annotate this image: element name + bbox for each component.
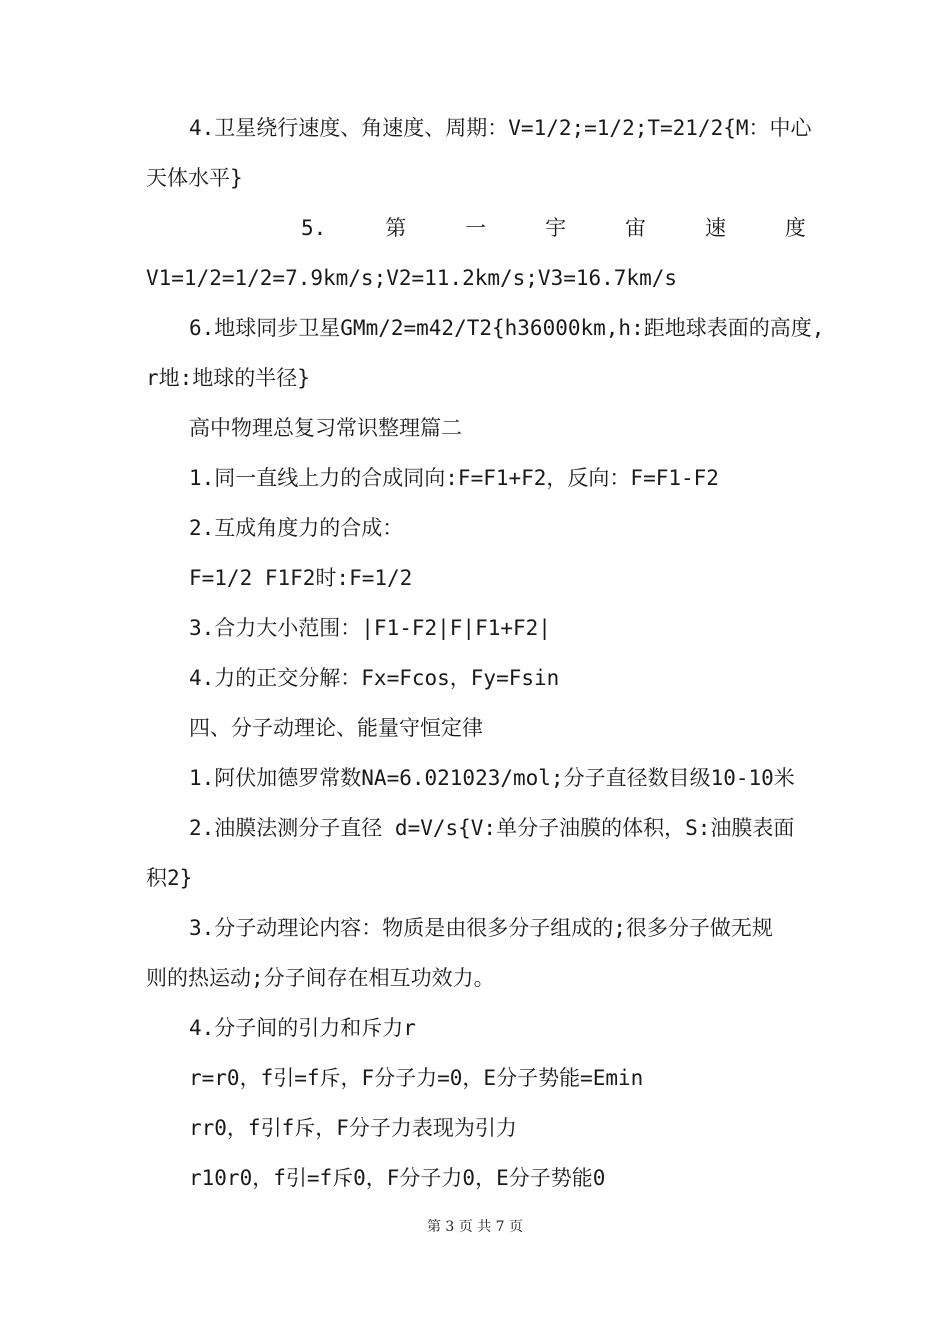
spread-char: 度 bbox=[784, 216, 806, 240]
text-line: 4.卫星绕行速度、角速度、周期：V=1/2;=1/2;T=21/2{M：中心 bbox=[189, 116, 812, 140]
text-line: 2.油膜法测分子直径 d=V/s{V:单分子油膜的体积，S:油膜表面 bbox=[189, 816, 795, 840]
text-line: rr0，f引f斥，F分子力表现为引力 bbox=[189, 1116, 517, 1140]
text-line: 积2} bbox=[146, 866, 193, 890]
text-line: V1=1/2=1/2=7.9km/s;V2=11.2km/s;V3=16.7km/s bbox=[146, 266, 678, 290]
page-content bbox=[146, 103, 825, 1203]
text-line: F=1/2 F1F2时:F=1/2 bbox=[189, 566, 413, 590]
spread-char: 第 bbox=[385, 216, 407, 240]
text-line: 3.分子动理论内容：物质是由很多分子组成的;很多分子做无规 bbox=[189, 916, 773, 940]
spread-char: 速 bbox=[704, 216, 726, 240]
text-line: 1.同一直线上力的合成同向:F=F1+F2，反向：F=F1-F2 bbox=[189, 466, 719, 490]
text-line: 则的热运动;分子间存在相互功效力。 bbox=[146, 966, 495, 990]
section-heading: 高中物理总复习常识整理篇二 bbox=[189, 416, 462, 440]
section-heading: 四、分子动理论、能量守恒定律 bbox=[189, 716, 483, 740]
text-line: r=r0，f引=f斥，F分子力=0，E分子势能=Emin bbox=[189, 1066, 644, 1090]
spread-char: 5. bbox=[301, 216, 327, 240]
text-line: 天体水平} bbox=[146, 166, 243, 190]
text-line: r10r0，f引=f斥0，F分子力0，E分子势能0 bbox=[189, 1166, 606, 1190]
text-line: r地:地球的半径} bbox=[146, 366, 310, 390]
text-line: 4.力的正交分解：Fx=Fcos，Fy=Fsin bbox=[189, 666, 560, 690]
text-line: 6.地球同步卫星GMm/2=m42/T2{h36000km,h:距地球表面的高度, bbox=[189, 316, 825, 340]
spread-char: 一 bbox=[465, 216, 487, 240]
text-line: 1.阿伏加德罗常数NA=6.021023/mol;分子直径数目级10-10米 bbox=[189, 766, 795, 790]
text-line: 3.合力大小范围：|F1-F2|F|F1+F2| bbox=[189, 616, 551, 640]
text-line: 4.分子间的引力和斥力r bbox=[189, 1016, 416, 1040]
page-number-footer: 第 3 页 共 7 页 bbox=[426, 1219, 524, 1235]
spread-char: 宙 bbox=[625, 216, 647, 240]
spread-heading-line bbox=[146, 203, 806, 253]
text-line: 2.互成角度力的合成： bbox=[189, 516, 404, 540]
spread-char: 宇 bbox=[545, 216, 567, 240]
